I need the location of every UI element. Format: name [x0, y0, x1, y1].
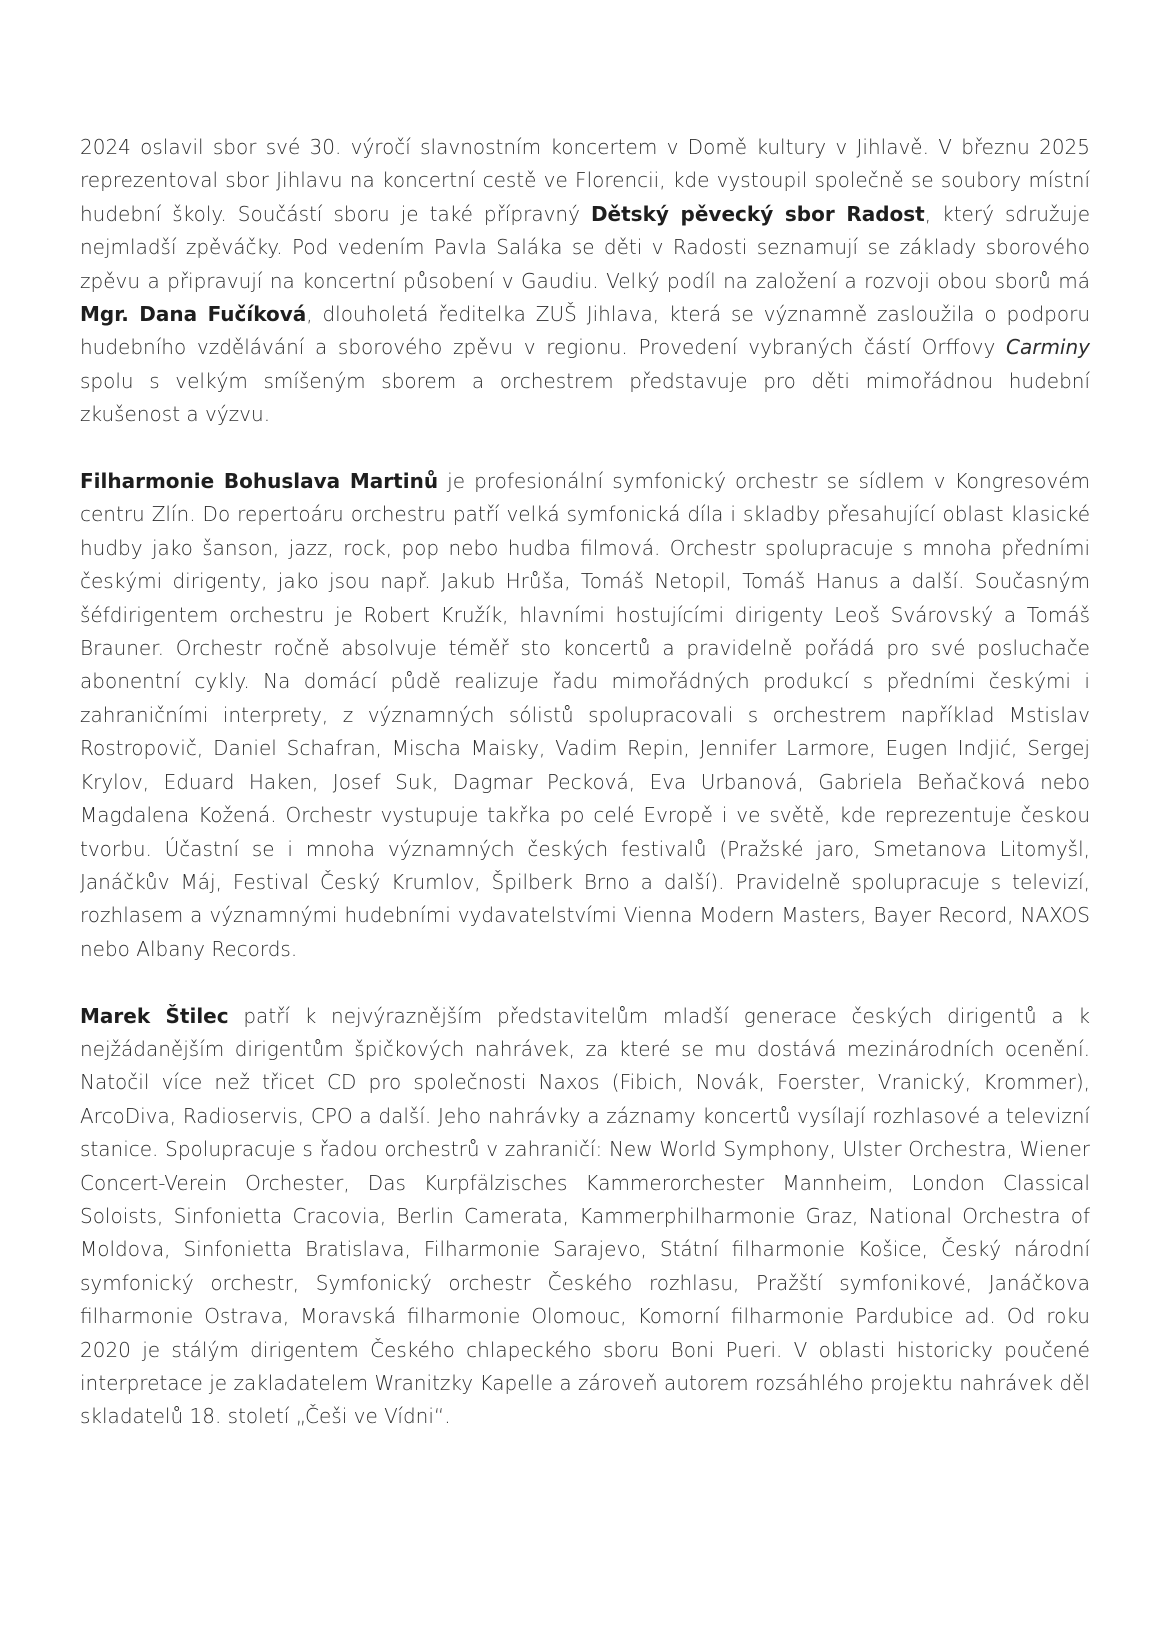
text-segment: 2024 oslavil sbor své 30. výročí slavnostním koncertem v Domě kultury v Jihlavě. V březnu 2025 reprezentoval sbor Jihlavu na koncertní cestě ve Florencii, kde vystoupil společně se soubory místní hudební školy. Součástí sboru je také přípravný [80, 135, 1090, 226]
text-segment-bold: Dětský pěvecký sbor Radost [590, 201, 925, 226]
text-segment: , který sdružuje nejmladší zpěváčky. Pod vedením Pavla Saláka se děti v Radosti seznamují se základy sborového zpěvu a připravují na koncertní působení v Gaudiu. Velký podíl na založení a rozvoji obou sborů má [80, 201, 1090, 293]
text-segment-bold: Filharmonie Bohuslava Martinů [80, 469, 439, 494]
text-segment: , dlouholetá ředitelka ZUŠ Jihlava, která se významně zasloužila o podporu hudebního vzdělávání a sborového zpěvu v regionu. Provedení vybraných částí Orffovy [80, 302, 1090, 360]
text-segment: patří k nejvýraznějším představitelům mladší generace českých dirigentů a k nejžádanějším dirigentům špičkových nahrávek, za které se mu dostává mezinárodních ocenění. Natočil více než třicet CD pro společnosti Naxos (Fibich, Novák, Foerster, Vranický, Krommer), ArcoDiva, Radioservis, CPO a další. Jeho nahrávky a záznamy koncertů vysílají rozhlasové a televizní stanice. Spolupracuje s řadou orchestrů v zahraničí: New World Symphony, Ulster Orchestra, Wiener Concert-Verein Orchester, Das Kurpfälzisches Kammerorchester Mannheim, London Classical Soloists, Sinfonietta Cracovia, Berlin Camerata, Kammerphilharmonie Graz, National Orchestra of Moldova, Sinfonietta Bratislava, Filharmonie Sarajevo, Státní filharmonie Košice, Český národní symfonický orchestr, Symfonický orchestr Českého rozhlasu, Pražští symfonikové, Janáčkova filharmonie Ostrava, Moravská filharmonie Olomouc, Komorní filharmonie Pardubice ad. Od roku 2020 je stálým dirigentem Českého chlapeckého sboru Boni Pueri. V oblasti historicky poučené interpretace je zakladatelem Wranitzky Kapelle a zároveň autorem rozsáhlého projektu nahrávek děl skladatelů 18. století „Češi ve Vídni“. [80, 1003, 1091, 1429]
text-segment-bold: Marek Štilec [80, 1003, 229, 1028]
text-segment-italic: Carminy [1006, 335, 1090, 360]
paragraph-choir [80, 131, 1090, 432]
text-segment-bold: Mgr. Dana Fučíková [80, 302, 307, 327]
paragraph-orchestra [80, 465, 1090, 966]
document-page [80, 131, 1090, 1434]
text-segment: spolu s velkým smíšeným sborem a orchestrem představuje pro děti mimořádnou hudební zkušenost a výzvu. [80, 368, 1090, 427]
paragraph-conductor [80, 1000, 1090, 1434]
text-segment: je profesionální symfonický orchestr se sídlem v Kongresovém centru Zlín. Do repertoáru orchestru patří velká symfonická díla i skladby přesahující oblast klasické hudby jako šanson, jazz, rock, pop nebo hudba filmová. Orchestr spolupracuje s mnoha předními českými dirigenty, jako jsou např. Jakub Hrůša, Tomáš Netopil, Tomáš Hanus a další. Současným šéfdirigentem orchestru je Robert Kružík, hlavními hostujícími dirigenty Leoš Svárovský a Tomáš Brauner. Orchestr ročně absolvuje téměř sto koncertů a pravidelně pořádá pro své posluchače abonentní cykly. Na domácí půdě realizuje řadu mimořádných produkcí s předními českými i zahraničními interprety, z významných sólistů spolupracovali s orchestrem například Mstislav Rostropovič, Daniel Schafran, Mischa Maisky, Vadim Repin, Jennifer Larmore, Eugen Indjić, Sergej Krylov, Eduard Haken, Josef Suk, Dagmar Pecková, Eva Urbanová, Gabriela Beňačková nebo Magdalena Kožená. Orchestr vystupuje takřka po celé Evropě i ve světě, kde reprezentuje českou tvorbu. Účastní se i mnoha významných českých festivalů (Pražské jaro, Smetanova Litomyšl, Janáčkův Máj, Festival Český Krumlov, Špilberk Brno a další). Pravidelně spolupracuje s televizí, rozhlasem a významnými hudebními vydavatelstvími Vienna Modern Masters, Bayer Record, NAXOS nebo Albany Records. [80, 469, 1090, 961]
